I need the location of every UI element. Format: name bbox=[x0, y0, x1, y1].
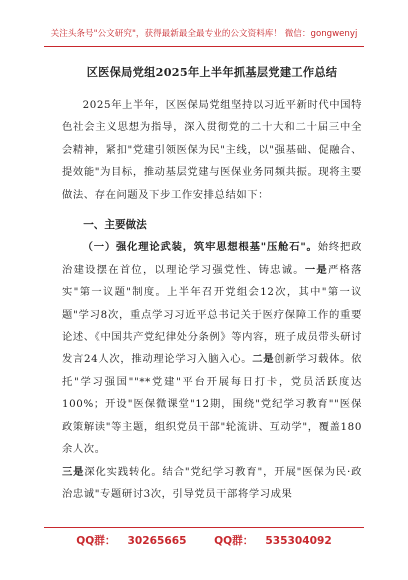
watermark-header: 关注头条号"公文研究"，获得最新最全最专业的公文资料库！ 微信：gongwenyj bbox=[50, 29, 358, 39]
paragraph-text: 深化实践转化。结合"党纪学习教育"，开展"医保为民·政治忠诚"专题研讨3次，引导党员干部将学习成果 bbox=[62, 465, 362, 500]
paragraph-text: 始终把政治建设摆在首位，以理论学习强党性、铸忠诚。 bbox=[62, 241, 362, 276]
watermark-footer bbox=[0, 533, 408, 548]
header-divider bbox=[44, 46, 364, 47]
subsection-heading-1: （一）强化理论武装，筑牢思想根基"压舱石"。 bbox=[82, 241, 318, 254]
qq-label: QQ群： bbox=[214, 535, 254, 547]
qq-number: 535304092 bbox=[265, 535, 332, 547]
body-paragraph-1 bbox=[62, 236, 362, 460]
section-heading-1: 一、主要做法 bbox=[83, 219, 147, 232]
body-paragraph-2 bbox=[62, 461, 362, 506]
point-label-2: 二是 bbox=[252, 353, 275, 366]
paragraph-text: 创新学习载体。依托"学习强国""**党建"平台开展每日打卡，党员活跃度达100%；开设"医保微课堂"12期，围绕"党纪学习教育""医保政策解读"等主题，组织党员干部"轮流讲、互动学"，覆盖180余人次。 bbox=[62, 353, 362, 456]
point-label-1: 一是 bbox=[304, 263, 328, 276]
point-label-3: 三是 bbox=[62, 465, 85, 478]
footer-divider bbox=[44, 527, 364, 528]
document-body bbox=[62, 60, 362, 505]
qq-number: 30265665 bbox=[127, 535, 187, 547]
paragraph-text: 严格落实"第一议题"制度。上半年召开党组会12次，其中"第一议题"学习8次，重点学习习近平总书记关于医疗保障工作的重要论述、《中国共产党纪律处分条例》等内容，班子成员带头研讨发言24人次，推动理论学习入脑入心。 bbox=[62, 263, 362, 366]
intro-paragraph: 2025年上半年，区医保局党组坚持以习近平新时代中国特色社会主义思想为指导，深入贯彻党的二十大和二十届三中全会精神，紧扣"党建引领医保为民"主线，以"强基础、促融合、提效能"为目标，推动基层党建与医保业务同频共振。现将主要做法、存在问题及下步工作安排总结如下： bbox=[62, 99, 362, 201]
qq-group-1 bbox=[70, 535, 192, 547]
document-title: 区医保局党组2025年上半年抓基层党建工作总结 bbox=[86, 65, 338, 79]
qq-group-2 bbox=[208, 535, 338, 547]
qq-label: QQ群： bbox=[76, 535, 116, 547]
